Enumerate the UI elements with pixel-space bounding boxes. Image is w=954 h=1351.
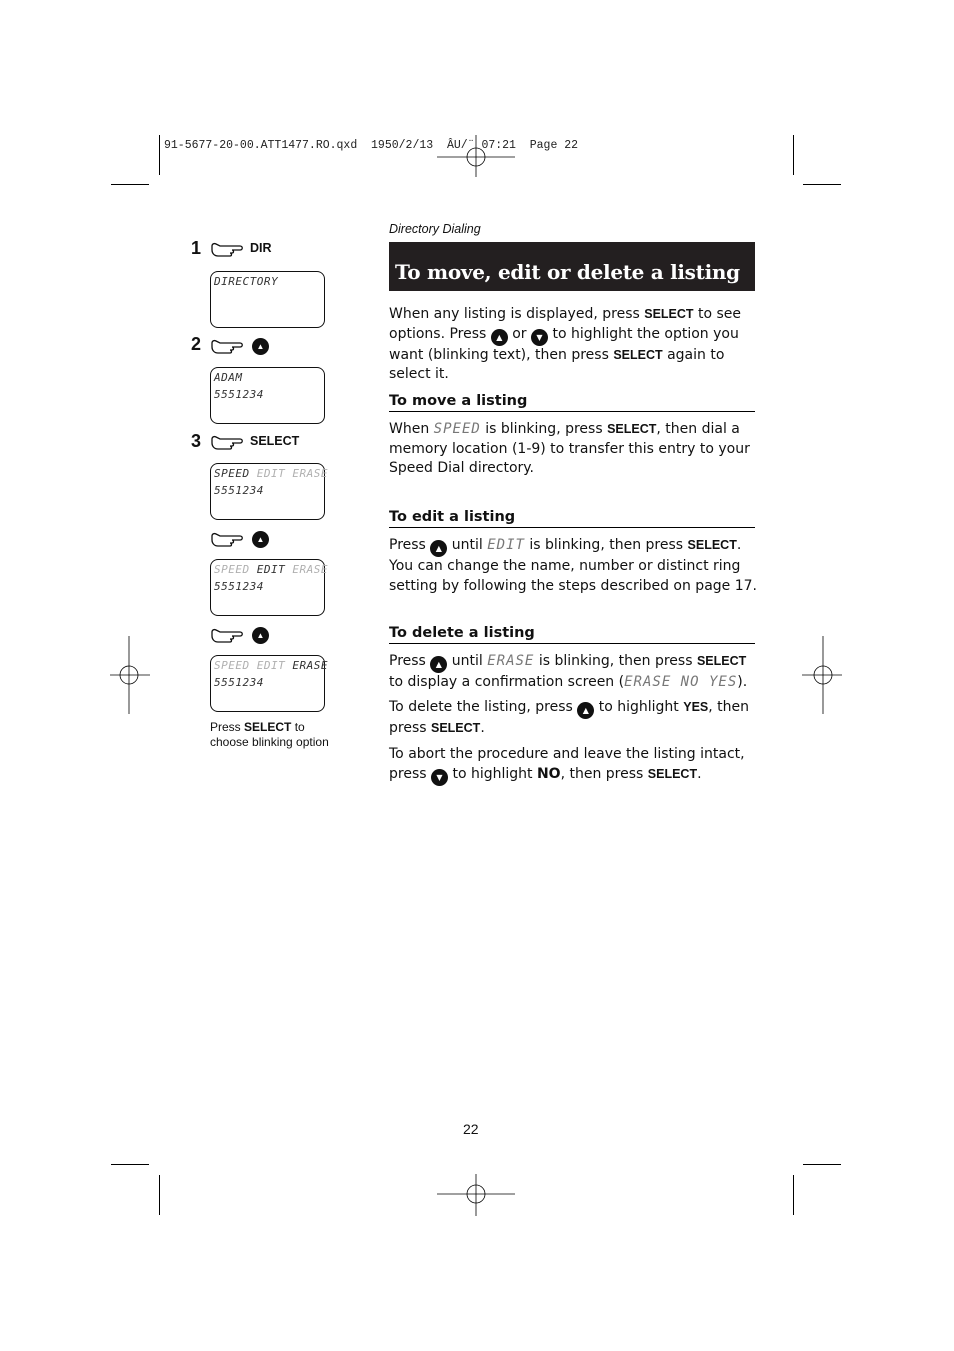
lcd-line: ADAM xyxy=(214,371,243,384)
intro-paragraph: When any listing is displayed, press SELECT to see options. Press ▲ or ▼ to highlight the option you want (blinking text), then press SELECT again to select it. xyxy=(389,306,742,382)
lcd-edit: EDIT xyxy=(256,467,286,480)
down-arrow-button-icon: ▼ xyxy=(531,329,548,346)
step-2-number: 2 xyxy=(191,334,202,354)
lcd-edit: EDIT xyxy=(256,563,286,576)
pointing-hand-icon xyxy=(210,627,246,645)
pointing-hand-icon xyxy=(210,434,246,452)
delete-paragraph: Press ▲ until ERASE is blinking, then press SELECT to display a confirmation screen (ERASE NO YES). xyxy=(389,653,748,690)
lcd-erase: ERASE xyxy=(292,563,328,576)
lcd-screen-5 xyxy=(210,655,328,712)
page-number: 22 xyxy=(463,1121,479,1137)
title-bar xyxy=(389,242,755,291)
lcd-erase: ERASE xyxy=(292,659,328,672)
lcd-screen-3 xyxy=(210,463,328,520)
lcd-speed: SPEED xyxy=(214,467,250,480)
lcd-line: 5551234 xyxy=(214,676,264,689)
registration-mark-right xyxy=(802,636,842,714)
lcd-erase: ERASE xyxy=(292,467,328,480)
up-arrow-button-icon: ▲ xyxy=(491,329,508,346)
lcd-screen-1 xyxy=(210,271,325,328)
up-arrow-button-icon: ▲ xyxy=(252,531,269,548)
step-3-number: 3 xyxy=(191,431,202,451)
registration-mark-bottom xyxy=(437,1174,515,1216)
page-title: To move, edit or delete a listing xyxy=(395,260,740,284)
lcd-speed: SPEED xyxy=(214,563,250,576)
move-heading: To move a listing xyxy=(389,393,755,412)
edit-heading: To edit a listing xyxy=(389,509,755,528)
lcd-speed: SPEED xyxy=(214,659,250,672)
up-arrow-button-icon: ▲ xyxy=(577,702,594,719)
pointing-hand-icon xyxy=(210,338,246,356)
pointing-hand-icon xyxy=(210,531,246,549)
up-arrow-button-icon: ▲ xyxy=(430,540,447,557)
lcd-line: DIRECTORY xyxy=(214,275,279,288)
lcd-screen-2 xyxy=(210,367,325,424)
step-caption: Press SELECT to choose blinking option xyxy=(210,720,329,749)
file-slug: 91-5677-20-00.ATT1477.RO.qxd 1950/2/13 ÂU/¨ 07:21 Page 22 xyxy=(164,139,579,152)
delete-heading: To delete a listing xyxy=(389,625,755,644)
lcd-line: 5551234 xyxy=(214,388,264,401)
edit-paragraph: Press ▲ until EDIT is blinking, then press SELECT. You can change the name, number or distinct ring setting by following the steps described on page 17. xyxy=(389,537,757,594)
lcd-screen-4 xyxy=(210,559,328,616)
dir-key-label: DIR xyxy=(250,241,272,255)
up-arrow-button-icon: ▲ xyxy=(252,627,269,644)
registration-mark-left xyxy=(110,636,150,714)
lcd-line: 5551234 xyxy=(214,580,264,593)
section-label: Directory Dialing xyxy=(389,222,481,236)
up-arrow-button-icon: ▲ xyxy=(430,656,447,673)
lcd-edit: EDIT xyxy=(256,659,286,672)
pointing-hand-icon xyxy=(210,241,246,259)
down-arrow-button-icon: ▼ xyxy=(431,769,448,786)
step-1-number: 1 xyxy=(191,238,202,258)
up-arrow-button-icon: ▲ xyxy=(252,338,269,355)
delete-abort-paragraph: To abort the procedure and leave the listing intact, press ▼ to highlight NO, then press SELECT. xyxy=(389,745,761,786)
lcd-line: 5551234 xyxy=(214,484,264,497)
move-paragraph: When SPEED is blinking, press SELECT, then dial a memory location (1-9) to transfer this entry to your Speed Dial directory. xyxy=(389,421,750,476)
select-key-label: SELECT xyxy=(250,434,300,448)
delete-confirm-paragraph: To delete the listing, press ▲ to highlight YES, then press SELECT. xyxy=(389,699,750,736)
